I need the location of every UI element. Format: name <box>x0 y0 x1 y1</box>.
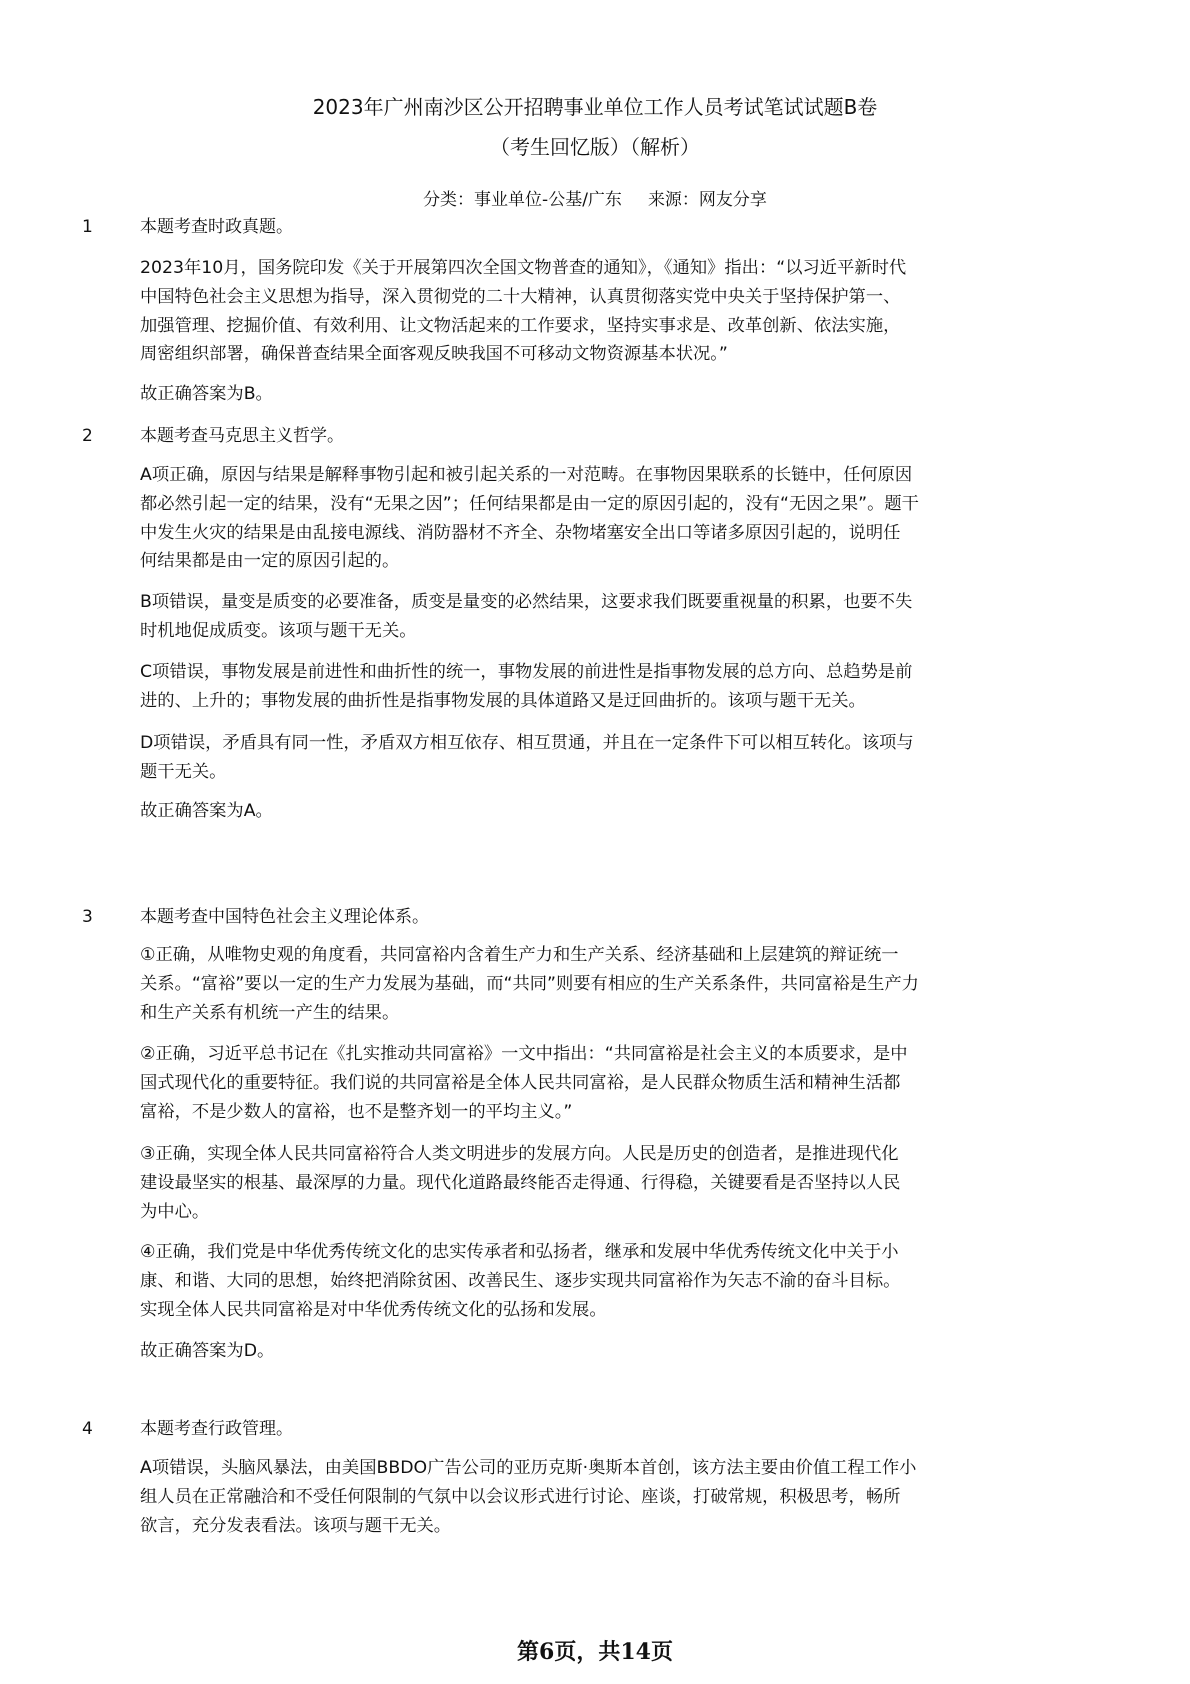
question-number: 2 <box>82 426 93 446</box>
category-label: 分类：事业单位-公基/广东 <box>423 190 622 210</box>
question-number: 1 <box>82 217 93 237</box>
question-number: 3 <box>82 907 93 927</box>
document-title-line2: （考生回忆版）（解析） <box>490 135 700 159</box>
page-number: 第6页，共14页 <box>517 1639 673 1665</box>
question-heading: 本题考查时政真题。 <box>140 217 293 237</box>
answer-conclusion: 故正确答案为A。 <box>140 801 273 821</box>
question-heading: 本题考查马克思主义哲学。 <box>140 426 344 446</box>
question-heading: 本题考查中国特色社会主义理论体系。 <box>140 907 429 927</box>
document-meta <box>0 185 1190 210</box>
answer-paragraph: 2023年10月，国务院印发《关于开展第四次全国文物普查的通知》，《通知》指出：“以习近平新时代 中国特色社会主义思想为指导，深入贯彻党的二十大精神，认真贯彻落实党中央关于坚持保护第一、 加强管理、挖掘价值、有效利用、让文物活起来的工作要求，坚持实事求是、改革创新、依法实施， 周密组织部署，确保普查结果全面客观反映我国不可移动文物资源基本状况。” <box>140 258 907 365</box>
answer-conclusion: 故正确答案为B。 <box>140 384 273 404</box>
answer-paragraph: ①正确，从唯物史观的角度看，共同富裕内含着生产力和生产关系、经济基础和上层建筑的辩证统一 关系。“富裕”要以一定的生产力发展为基础，而“共同”则要有相应的生产关系条件，共同富裕是生产力 和生产关系有机统一产生的结果。 <box>140 945 919 1023</box>
answer-paragraph: D项错误，矛盾具有同一性，矛盾双方相互依存、相互贯通，并且在一定条件下可以相互转化。该项与 题干无关。 <box>140 733 914 782</box>
answer-paragraph: ②正确，习近平总书记在《扎实推动共同富裕》一文中指出：“共同富裕是社会主义的本质要求，是中 国式现代化的重要特征。我们说的共同富裕是全体人民共同富裕，是人民群众物质生活和精神生活都 富裕，不是少数人的富裕，也不是整齐划一的平均主义。” <box>140 1044 908 1122</box>
answer-paragraph: C项错误，事物发展是前进性和曲折性的统一，事物发展的前进性是指事物发展的总方向、总趋势是前 进的、上升的；事物发展的曲折性是指事物发展的具体道路又是迂回曲折的。该项与题干无关。 <box>140 662 913 711</box>
answer-paragraph: A项错误，头脑风暴法，由美国BBDO广告公司的亚历克斯·奥斯本首创，该方法主要由价值工程工作小 组人员在正常融洽和不受任何限制的气氛中以会议形式进行讨论、座谈，打破常规，积极思考，畅所 欲言，充分发表看法。该项与题干无关。 <box>140 1458 917 1536</box>
question-heading: 本题考查行政管理。 <box>140 1419 293 1439</box>
answer-paragraph: A项正确，原因与结果是解释事物引起和被引起关系的一对范畴。在事物因果联系的长链中，任何原因 都必然引起一定的结果，没有“无果之因”；任何结果都是由一定的原因引起的，没有“无因之果”。题干 中发生火灾的结果是由乱接电源线、消防器材不齐全、杂物堵塞安全出口等诸多原因引起的，说明任 何结果都是由一定的原因引起的。 <box>140 465 919 572</box>
answer-paragraph: ④正确，我们党是中华优秀传统文化的忠实传承者和弘扬者，继承和发展中华优秀传统文化中关于小 康、和谐、大同的思想，始终把消除贫困、改善民生、逐步实现共同富裕作为矢志不渝的奋斗目标。 实现全体人民共同富裕是对中华优秀传统文化的弘扬和发展。 <box>140 1242 901 1320</box>
question-number: 4 <box>82 1419 93 1439</box>
answer-conclusion: 故正确答案为D。 <box>140 1341 275 1361</box>
answer-paragraph: ③正确，实现全体人民共同富裕符合人类文明进步的发展方向。人民是历史的创造者，是推进现代化 建设最坚实的根基、最深厚的力量。现代化道路最终能否走得通、行得稳，关键要看是否坚持以人民 为中心。 <box>140 1144 901 1222</box>
source-label: 来源：网友分享 <box>647 190 767 210</box>
document-title-line1: 2023年广州南沙区公开招聘事业单位工作人员考试笔试试题B卷 <box>312 95 878 119</box>
answer-paragraph: B项错误，量变是质变的必要准备，质变是量变的必然结果，这要求我们既要重视量的积累，也要不失 时机地促成质变。该项与题干无关。 <box>140 592 913 641</box>
